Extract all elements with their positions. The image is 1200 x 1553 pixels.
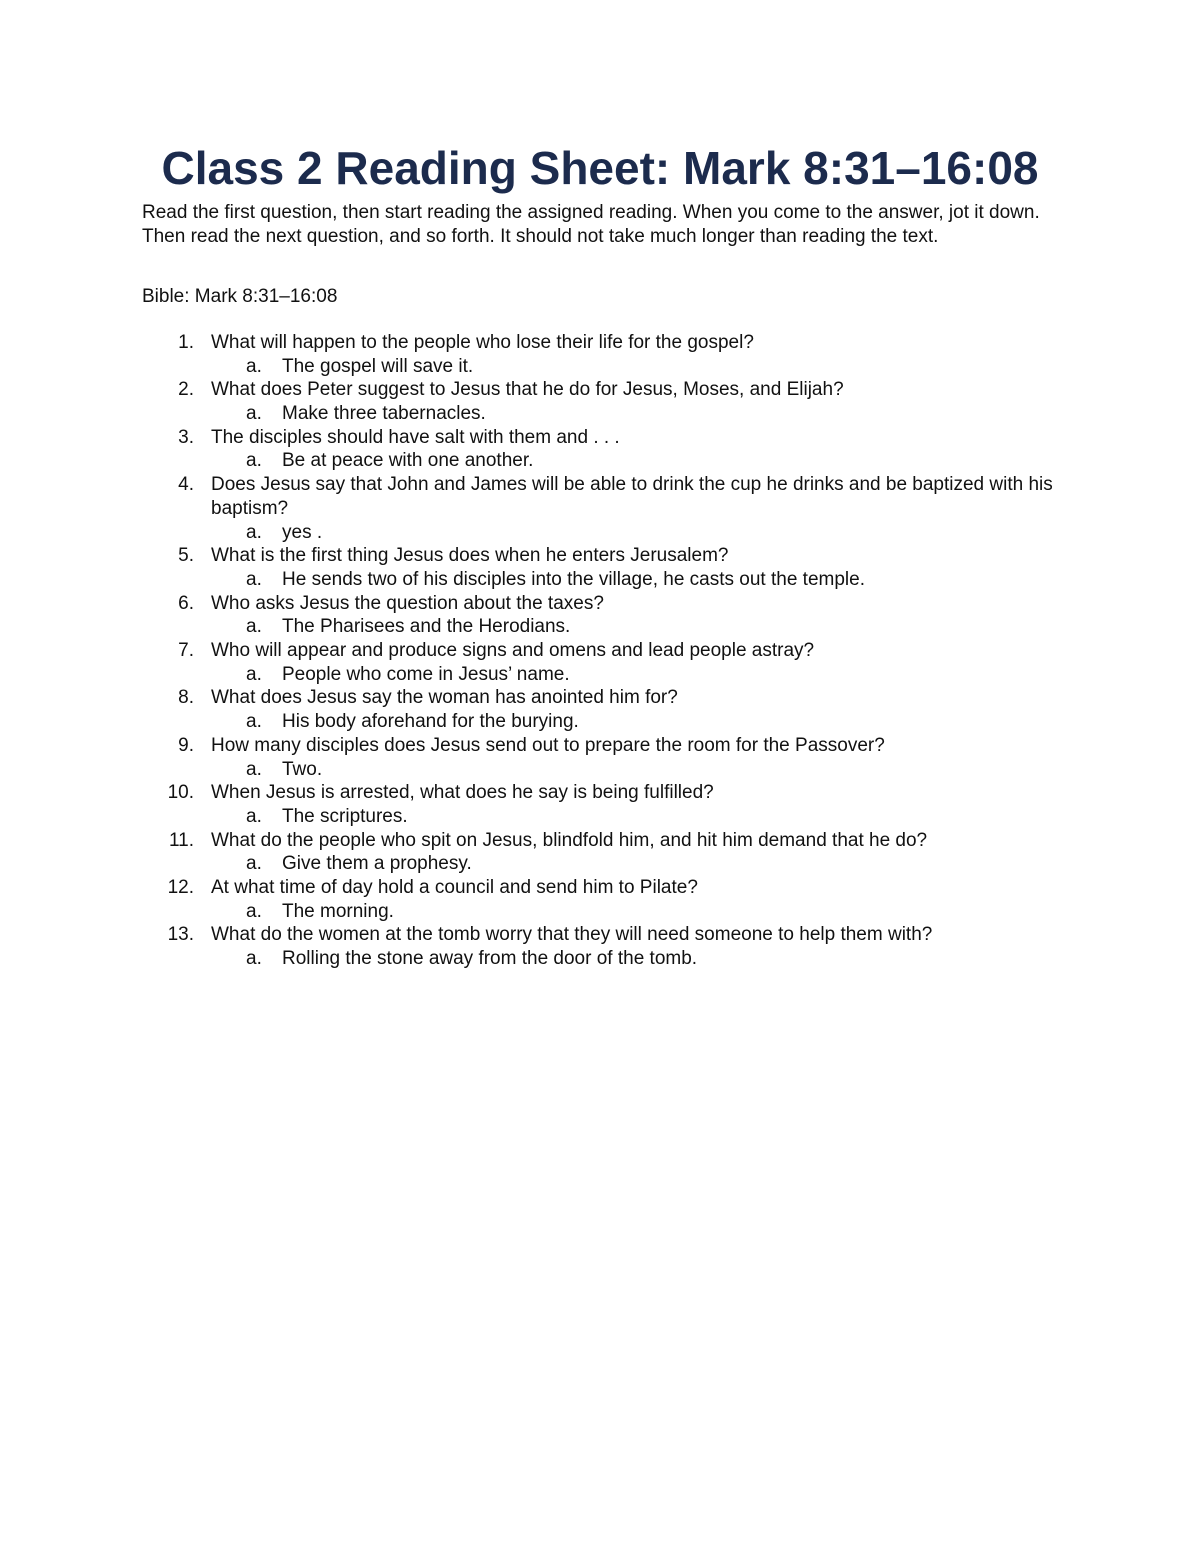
question-number: 10.	[167, 782, 194, 804]
question-item	[0, 592, 1200, 639]
answer-item	[0, 355, 1200, 379]
answer-marker: a.	[246, 711, 262, 733]
page-title: Class 2 Reading Sheet: Mark 8:31–16:08	[161, 142, 1039, 194]
question-text: Does Jesus say that John and James will be able to drink the cup he drinks and be baptized with his baptism?	[211, 474, 1053, 519]
answer-item	[0, 615, 1200, 639]
question-text: At what time of day hold a council and send him to Pilate?	[211, 877, 698, 898]
answer-text: The scriptures.	[282, 805, 408, 827]
question-number: 4.	[178, 474, 194, 496]
question-item	[0, 781, 1200, 828]
instructions-paragraph: Read the first question, then start reading the assigned reading. When you come to the answer, jot it down. Then read the next question, and so forth. It should not take much longer than reading the text.	[142, 202, 1040, 247]
question-item	[0, 734, 1200, 781]
question-text: What does Peter suggest to Jesus that he do for Jesus, Moses, and Elijah?	[211, 379, 844, 401]
answer-item	[0, 758, 1200, 782]
question-text: Who asks Jesus the question about the taxes?	[211, 592, 604, 614]
answer-text: Make three tabernacles.	[282, 403, 486, 425]
answer-text: He sends two of his disciples into the village, he casts out the temple.	[282, 568, 865, 590]
question-number: 9.	[178, 734, 194, 756]
question-number: 11.	[168, 829, 194, 851]
answer-item	[0, 710, 1200, 734]
answer-marker: a.	[246, 450, 262, 472]
question-text: Who will appear and produce signs and omens and lead people astray?	[211, 640, 815, 662]
answer-marker: a.	[246, 900, 262, 922]
answer-text: People who come in Jesus’ name.	[282, 663, 570, 685]
answer-text: The Pharisees and the Herodians.	[282, 616, 571, 638]
answer-text: Give them a prophesy.	[282, 853, 472, 875]
answer-text: Be at peace with one another.	[282, 450, 534, 472]
answer-text: His body aforehand for the burying.	[282, 711, 579, 733]
question-item	[0, 923, 1200, 970]
answer-text: Rolling the stone away from the door of the tomb.	[282, 948, 698, 970]
answer-marker: a.	[246, 568, 262, 590]
question-item	[0, 686, 1200, 733]
question-item	[0, 473, 1200, 544]
answer-marker: a.	[246, 663, 262, 685]
answer-marker: a.	[246, 355, 262, 377]
question-item	[0, 876, 1200, 923]
answer-item	[0, 568, 1200, 592]
answer-marker: a.	[246, 948, 262, 970]
answer-item	[0, 900, 1200, 924]
answer-text: The gospel will save it.	[282, 355, 474, 377]
question-number: 8.	[178, 687, 194, 709]
question-text: What do the people who spit on Jesus, blindfold him, and hit him demand that he do?	[211, 829, 928, 851]
answer-item	[0, 521, 1200, 545]
question-item	[0, 331, 1200, 378]
answer-item	[0, 947, 1200, 971]
answer-marker: a.	[246, 758, 262, 780]
question-text: What is the first thing Jesus does when he enters Jerusalem?	[211, 545, 729, 567]
answer-marker: a.	[246, 616, 262, 638]
question-item	[0, 426, 1200, 473]
question-number: 1.	[178, 332, 194, 353]
answer-item	[0, 805, 1200, 829]
answer-marker: a.	[246, 521, 262, 543]
answer-text: The morning.	[282, 900, 394, 922]
answer-item	[0, 663, 1200, 687]
question-item	[0, 544, 1200, 591]
question-number: 13.	[167, 924, 194, 946]
question-text: The disciples should have salt with them and . . .	[211, 426, 620, 448]
question-text: When Jesus is arrested, what does he say is being fulfilled?	[211, 782, 714, 804]
question-number: 5.	[178, 545, 194, 567]
answer-item	[0, 852, 1200, 876]
question-text: What does Jesus say the woman has anointed him for?	[211, 687, 678, 709]
bible-reference: Bible: Mark 8:31–16:08	[142, 286, 338, 307]
question-number: 3.	[178, 426, 194, 448]
answer-marker: a.	[246, 403, 262, 425]
question-list	[0, 331, 1200, 971]
question-number: 2.	[178, 379, 194, 401]
answer-text: yes .	[282, 521, 323, 543]
answer-item	[0, 402, 1200, 426]
question-text: What will happen to the people who lose their life for the gospel?	[211, 332, 754, 353]
answer-item	[0, 449, 1200, 473]
answer-text: Two.	[282, 758, 323, 780]
answer-marker: a.	[246, 853, 262, 875]
question-number: 7.	[178, 640, 194, 662]
question-item	[0, 639, 1200, 686]
question-item	[0, 829, 1200, 876]
answer-marker: a.	[246, 805, 262, 827]
question-text: What do the women at the tomb worry that they will need someone to help them with?	[211, 924, 933, 946]
question-number: 6.	[178, 592, 194, 614]
question-text: How many disciples does Jesus send out to prepare the room for the Passover?	[211, 734, 885, 756]
question-number: 12.	[167, 877, 194, 898]
question-item	[0, 378, 1200, 425]
